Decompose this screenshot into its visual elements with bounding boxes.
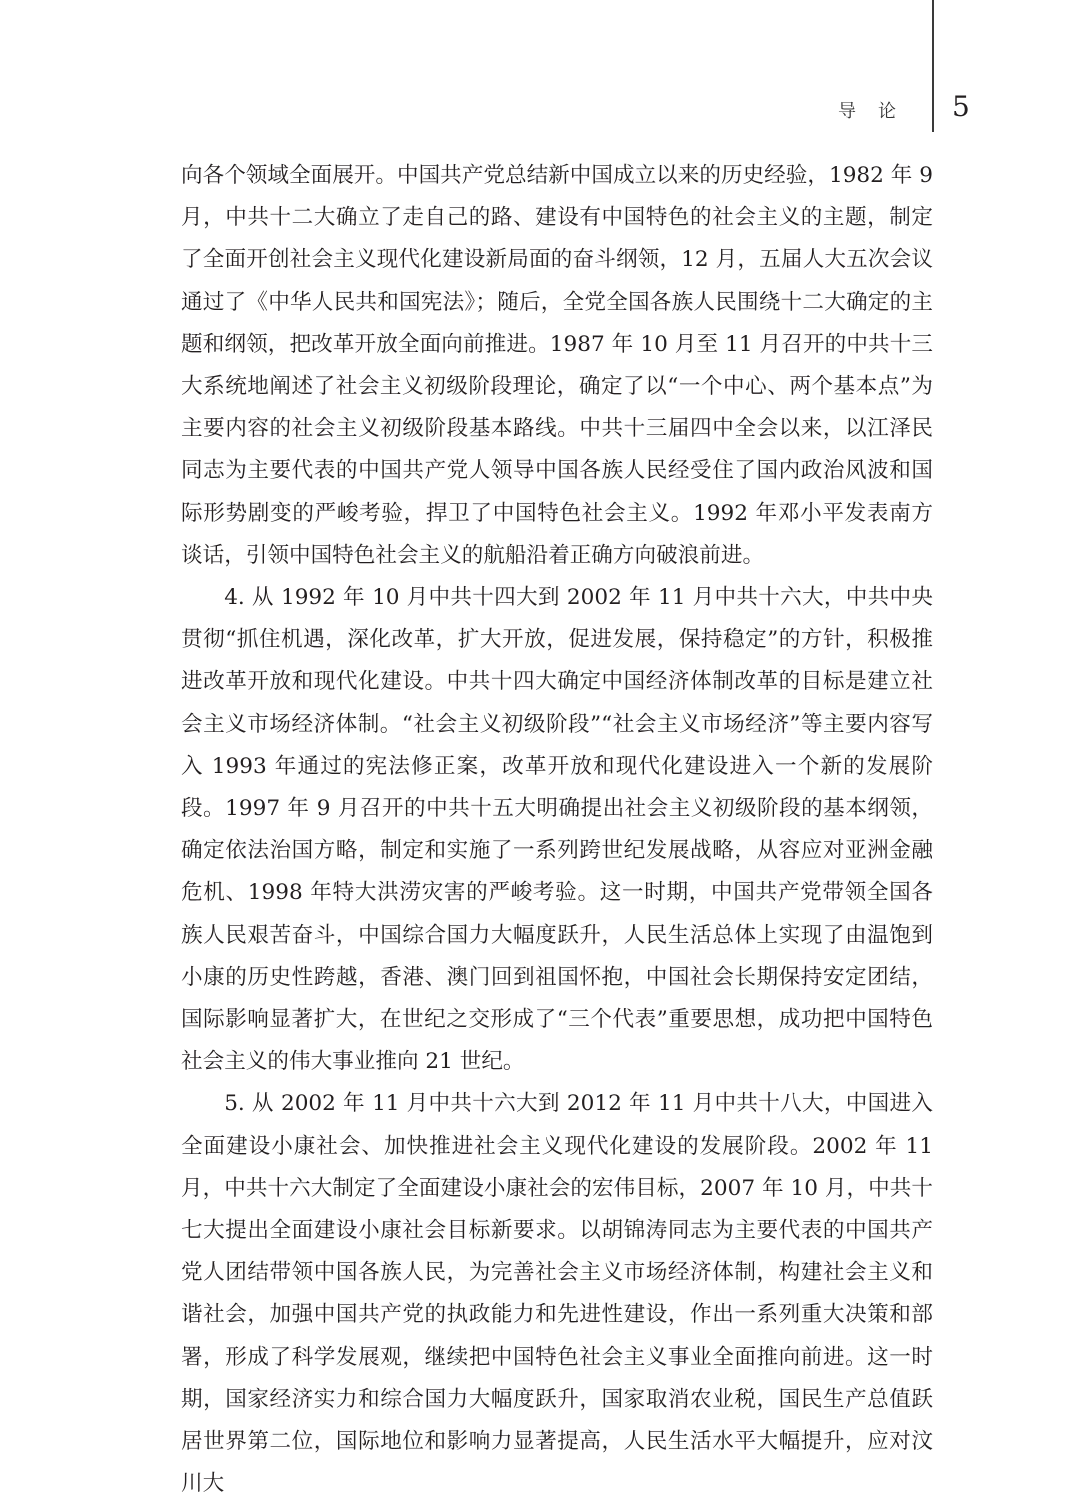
paragraph-3: 5. 从 2002 年 11 月中共十六大到 2012 年 11 月中共十八大，中国进入全面建设小康社会、加快推进社会主义现代化建设的发展阶段。2002 年 11 月，中共十六大制定了全面建设小康社会的宏伟目标，2007 年 10 月，中共十七大提出全面建设小康社会目标新要求。以胡锦涛同志为主要代表的中国共产党人团结带领中国各族人民，为完善社会主义市场经济体制，构建社会主义和谐社会，加强中国共产党的执政能力和先进性建设，作出一系列重大决策和部署，形成了科学发展观，继续把中国特色社会主义事业全面推向前进。这一时期，国家经济实力和综合国力大幅度跃升，国家取消农业税，国民生产总值跃居世界第二位，国际地位和影响力显著提高，人民生活水平大幅提升，应对汶川大: [181, 1091, 933, 1497]
header-divider: [932, 0, 934, 132]
paragraph-1: 向各个领域全面展开。中国共产党总结新中国成立以来的历史经验，1982 年 9 月，中共十二大确立了走自己的路、建设有中国特色的社会主义的主题，制定了全面开创社会主义现代化建设新局面的奋斗纲领，12 月，五届人大五次会议通过了《中华人民共和国宪法》；随后，全党全国各族人民围绕十二大确定的主题和纲领，把改革开放全面向前推进。1987 年 10 月至 11 月召开的中共十三大系统地阐述了社会主义初级阶段理论，确定了以“一个中心、两个基本点”为主要内容的社会主义初级阶段基本路线。中共十三届四中全会以来，以江泽民同志为主要代表的中国共产党人领导中国各族人民经受住了国内政治风波和国际形势剧变的严峻考验，捍卫了中国特色社会主义。1992 年邓小平发表南方谈话，引领中国特色社会主义的航船沿着正确方向破浪前进。: [181, 163, 933, 568]
running-head: 导论: [838, 101, 918, 122]
body-text: [181, 155, 933, 1506]
page-number: 5: [952, 90, 970, 123]
paragraph-2: 4. 从 1992 年 10 月中共十四大到 2002 年 11 月中共十六大，中共中央贯彻“抓住机遇，深化改革，扩大开放，促进发展，保持稳定”的方针，积极推进改革开放和现代化建设。中共十四大确定中国经济体制改革的目标是建立社会主义市场经济体制。“社会主义初级阶段”“社会主义市场经济”等主要内容写入 1993 年通过的宪法修正案，改革开放和现代化建设进入一个新的发展阶段。1997 年 9 月召开的中共十五大明确提出社会主义初级阶段的基本纲领，确定依法治国方略，制定和实施了一系列跨世纪发展战略，从容应对亚洲金融危机、1998 年特大洪涝灾害的严峻考验。这一时期，中国共产党带领全国各族人民艰苦奋斗，中国综合国力大幅度跃升，人民生活总体上实现了由温饱到小康的历史性跨越，香港、澳门回到祖国怀抱，中国社会长期保持安定团结，国际影响显著扩大，在世纪之交形成了“三个代表”重要思想，成功把中国特色社会主义的伟大事业推向 21 世纪。: [181, 585, 933, 1075]
